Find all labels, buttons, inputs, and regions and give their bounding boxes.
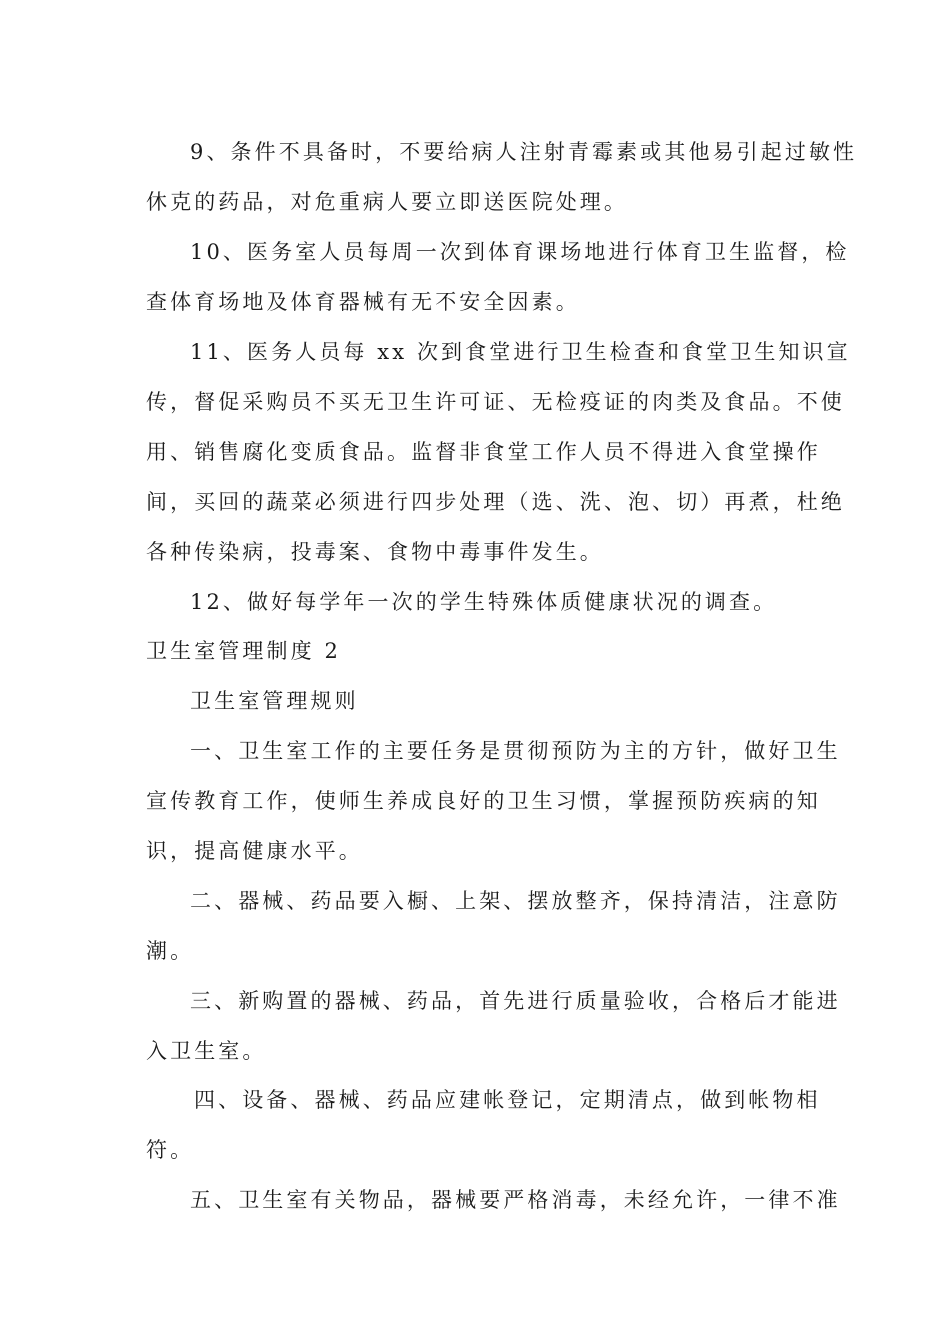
paragraph-line: 二、器械、药品要入橱、上架、摆放整齐，保持清洁，注意防: [190, 889, 841, 913]
paragraph-line: 宣传教育工作，使师生养成良好的卫生习惯，掌握预防疾病的知: [146, 789, 821, 813]
section-heading: 卫生室管理制度 2: [146, 639, 341, 663]
paragraph-line: 潮。: [146, 939, 195, 963]
paragraph-line: 间，买回的蔬菜必须进行四步处理（选、洗、泡、切）再煮，杜绝: [146, 490, 845, 514]
paragraph-line: 五、卫生室有关物品，器械要严格消毒，未经允许，一律不准: [190, 1188, 841, 1212]
paragraph-line: 三、新购置的器械、药品，首先进行质量验收，合格后才能进: [190, 989, 841, 1013]
paragraph-line: 四、设备、器械、药品应建帐登记，定期清点，做到帐物相: [194, 1088, 821, 1112]
paragraph-line: 10、医务室人员每周一次到体育课场地进行体育卫生监督，检: [190, 240, 850, 264]
paragraph-line: 识，提高健康水平。: [146, 839, 363, 863]
paragraph-line: 各种传染病，投毒案、食物中毒事件发生。: [146, 540, 604, 564]
paragraph-line: 休克的药品，对危重病人要立即送医院处理。: [146, 190, 628, 214]
paragraph-line: 12、做好每学年一次的学生特殊体质健康状况的调查。: [190, 590, 778, 614]
paragraph-line: 入卫生室。: [146, 1039, 267, 1063]
paragraph-line: 用、销售腐化变质食品。监督非食堂工作人员不得进入食堂操作: [146, 440, 821, 464]
paragraph-line: 9、条件不具备时，不要给病人注射青霉素或其他易引起过敏性: [190, 140, 858, 164]
paragraph-line: 传，督促采购员不买无卫生许可证、无检疫证的肉类及食品。不使: [146, 390, 845, 414]
subsection-title: 卫生室管理规则: [190, 689, 359, 713]
paragraph-line: 符。: [146, 1138, 195, 1162]
paragraph-line: 一、卫生室工作的主要任务是贯彻预防为主的方针，做好卫生: [190, 739, 841, 763]
paragraph-line: 查体育场地及体育器械有无不安全因素。: [146, 290, 580, 314]
paragraph-line: 11、医务人员每 xx 次到食堂进行卫生检查和食堂卫生知识宣: [190, 340, 851, 364]
